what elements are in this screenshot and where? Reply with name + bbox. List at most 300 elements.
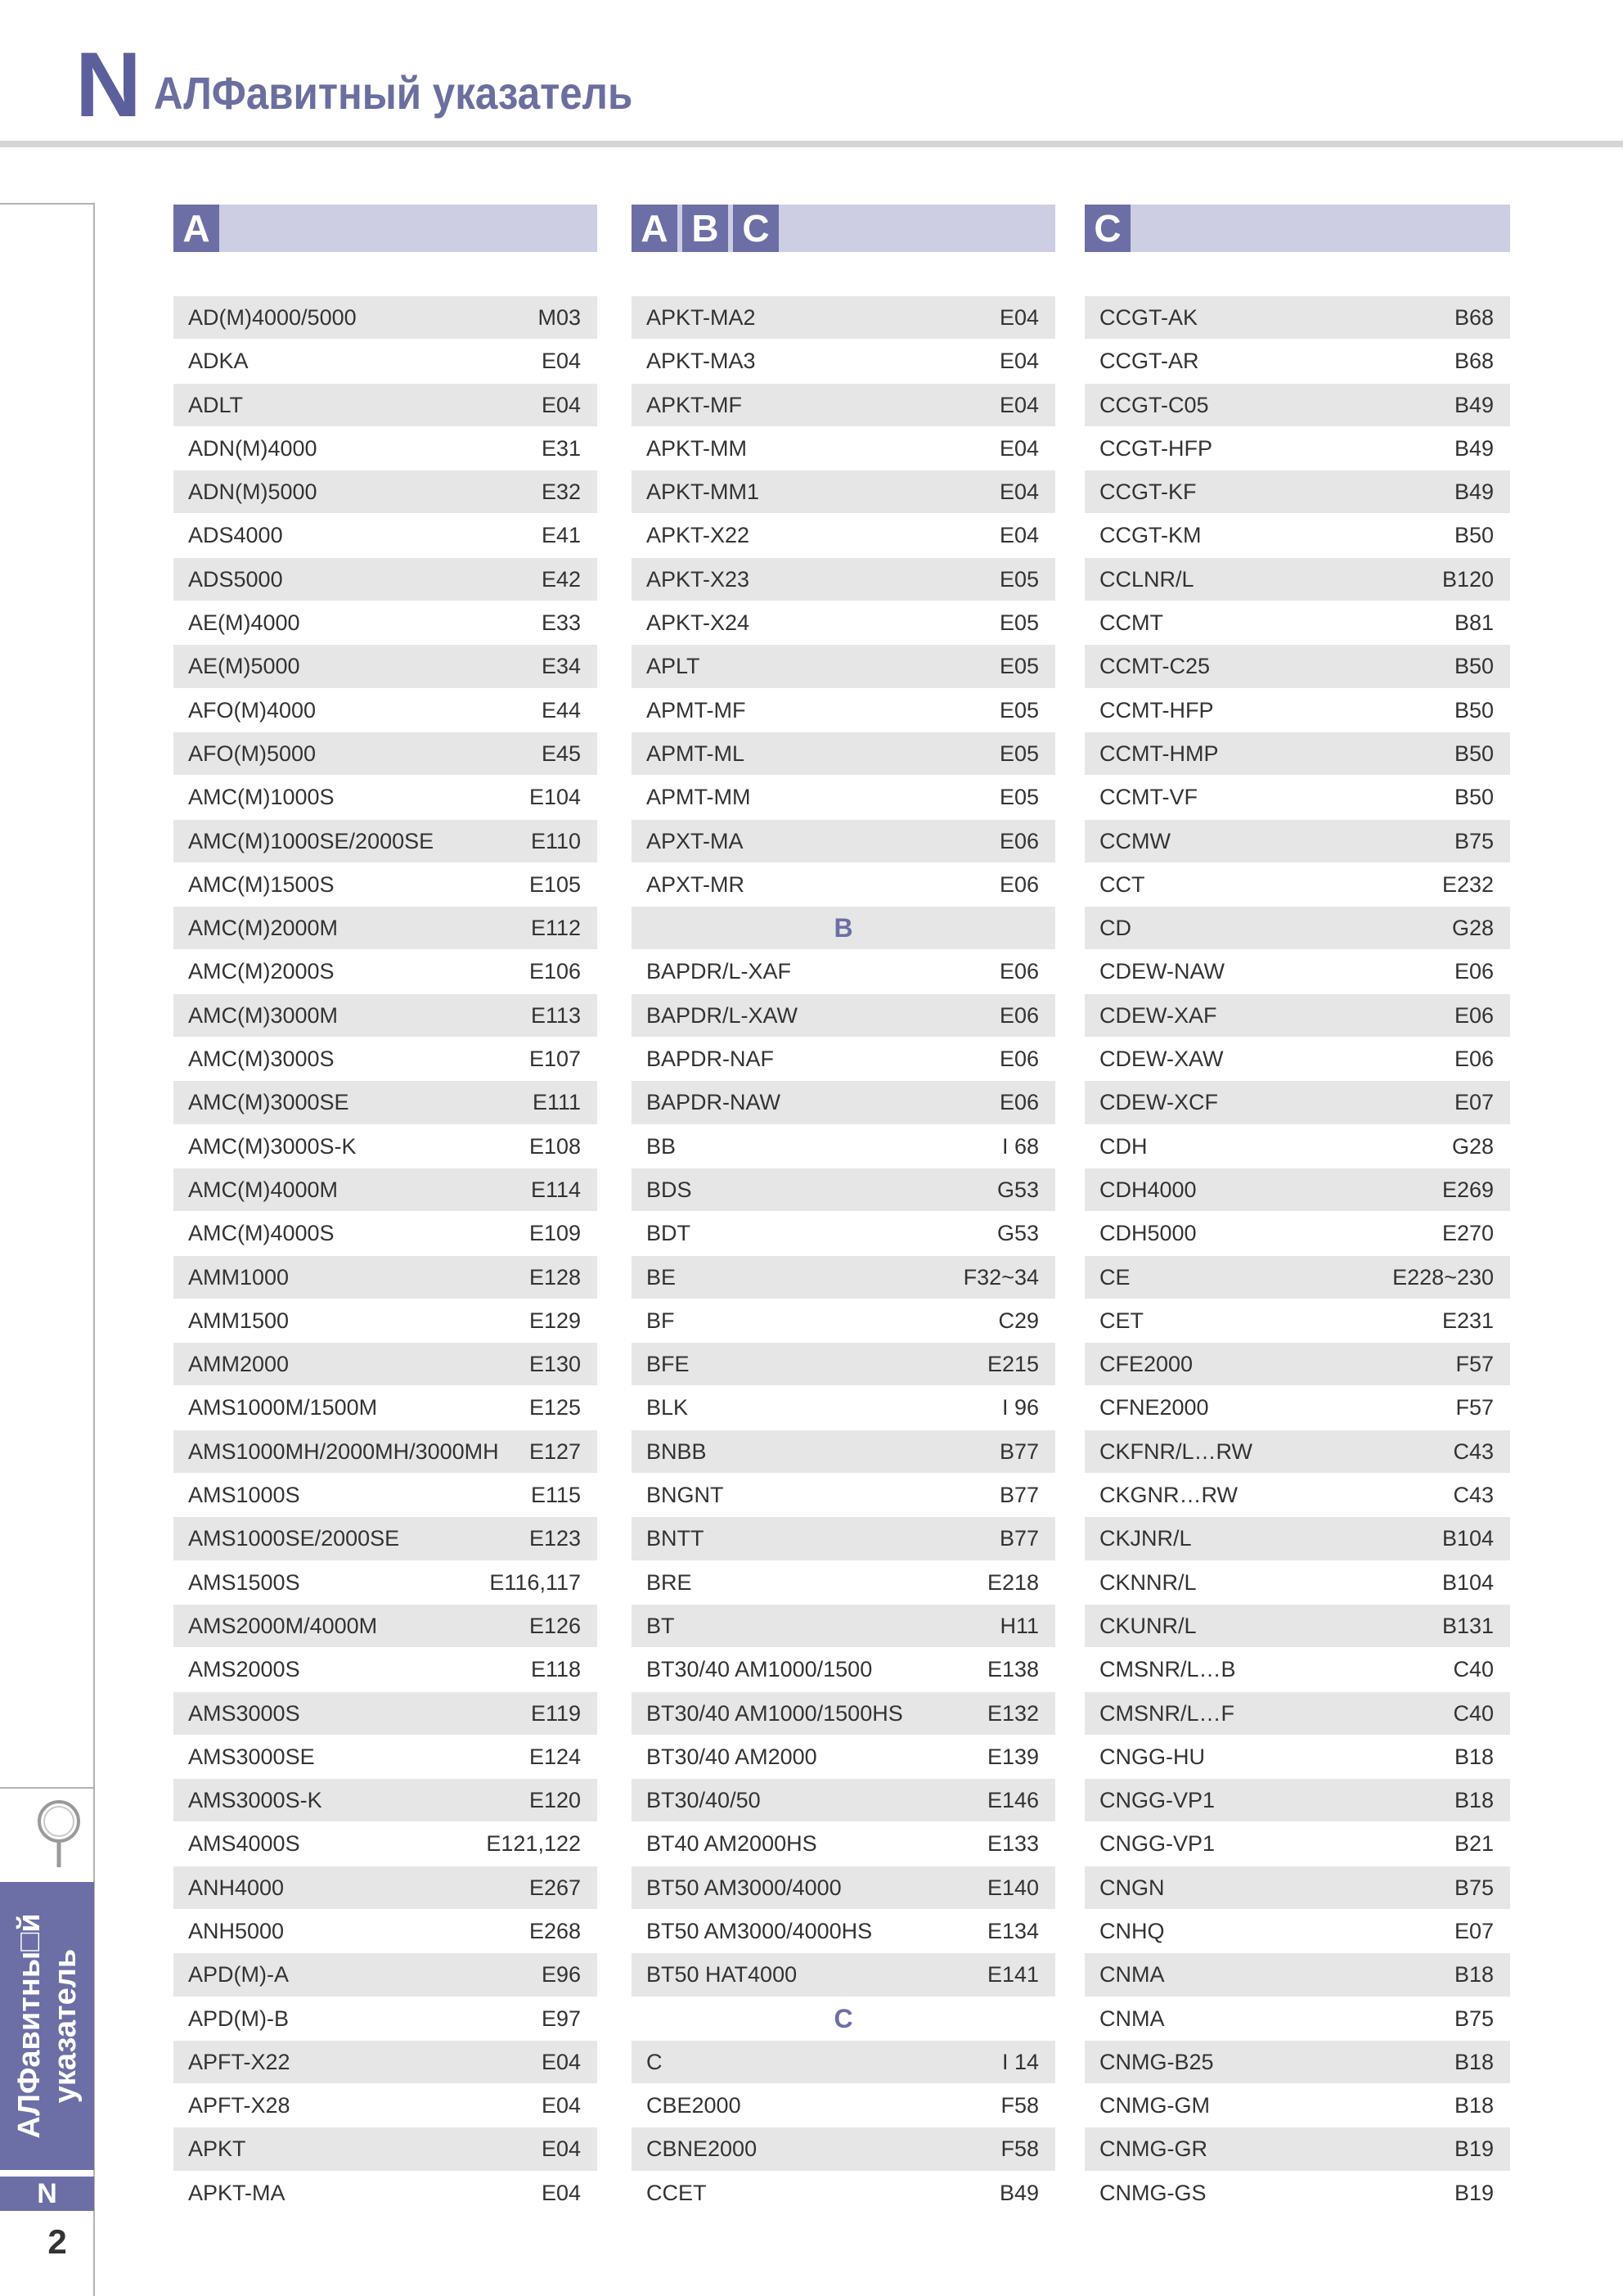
section-letter-box: B: [682, 205, 728, 252]
entry-page-code: E04: [541, 392, 581, 417]
entry-name: CCMT-VF: [1099, 785, 1198, 810]
entry-page-code: E125: [528, 1395, 581, 1420]
index-entry: [173, 1256, 597, 1299]
index-entry: [1085, 1256, 1510, 1299]
entry-page-code: E44: [541, 697, 581, 723]
index-entry: [632, 1256, 1055, 1299]
entry-page-code: B50: [1454, 654, 1494, 679]
index-entry: [1085, 1474, 1510, 1517]
index-entry: [632, 1605, 1055, 1648]
column-header: [1085, 205, 1510, 252]
entry-page-code: E228~230: [1392, 1264, 1494, 1290]
entry-page-code: G53: [996, 1221, 1039, 1246]
index-entry: [173, 384, 597, 427]
entry-page-code: E110: [530, 828, 581, 853]
entry-page-code: E107: [528, 1047, 581, 1072]
entry-page-code: B18: [1454, 1744, 1494, 1769]
entry-name: CDH: [1099, 1133, 1148, 1159]
entry-page-code: E07: [1454, 1918, 1494, 1943]
index-rows: [632, 296, 1055, 2215]
column-header: [173, 205, 597, 252]
entry-page-code: E05: [999, 610, 1039, 636]
section-letter-box: C: [733, 205, 779, 252]
section-letter-box: A: [173, 205, 219, 252]
entry-name: AMC(M)4000S: [188, 1221, 335, 1246]
entry-page-code: E05: [999, 566, 1039, 592]
entry-name: CDH4000: [1099, 1177, 1197, 1202]
entry-page-code: E06: [999, 1047, 1039, 1072]
entry-name: AMM1500: [188, 1308, 290, 1333]
entry-page-code: E07: [1454, 1090, 1494, 1115]
entry-page-code: B77: [999, 1526, 1039, 1551]
entry-page-code: E129: [528, 1308, 581, 1333]
entry-name: BNGNT: [646, 1483, 724, 1508]
entry-name: CCMT-HFP: [1099, 697, 1214, 723]
index-entry: [632, 1953, 1055, 1997]
entry-name: CCMT-C25: [1099, 654, 1211, 679]
index-entry: [1085, 1038, 1510, 1081]
entry-page-code: B131: [1441, 1613, 1494, 1638]
entry-name: CCET: [646, 2180, 707, 2205]
entry-page-code: E96: [541, 1962, 581, 1988]
entry-name: BDT: [646, 1221, 690, 1246]
index-entry: [1085, 1997, 1510, 2041]
entry-page-code: I 96: [1001, 1395, 1039, 1420]
entry-name: AE(M)4000: [188, 610, 300, 636]
entry-name: AMS2000S: [188, 1657, 300, 1682]
entry-name: APKT-X23: [646, 566, 750, 592]
index-entry: [632, 514, 1055, 557]
entry-page-code: E04: [999, 435, 1039, 461]
entry-name: CDEW-XAW: [1099, 1047, 1224, 1072]
entry-name: AMC(M)2000M: [188, 916, 339, 941]
entry-page-code: E33: [541, 610, 581, 636]
entry-page-code: F32~34: [963, 1264, 1039, 1290]
entry-page-code: B75: [1454, 828, 1494, 853]
index-entry: [1085, 907, 1510, 950]
entry-name: APFT-X28: [188, 2093, 290, 2118]
entry-name: APD(M)-B: [188, 2006, 289, 2031]
column-header: [632, 205, 1055, 252]
index-entry: [1085, 296, 1510, 340]
index-entry: [632, 558, 1055, 601]
index-entry: [173, 2041, 597, 2084]
index-entry: [173, 1038, 597, 1081]
entry-page-code: E111: [532, 1090, 581, 1115]
entry-page-code: E04: [541, 2049, 581, 2074]
entry-page-code: E132: [987, 1700, 1039, 1726]
index-entry: [173, 340, 597, 383]
entry-name: CNGG-HU: [1099, 1744, 1205, 1769]
entry-page-code: E232: [1441, 871, 1494, 897]
entry-name: BRE: [646, 1569, 692, 1595]
index-entry: [632, 2127, 1055, 2171]
index-entry: [632, 1430, 1055, 1474]
entry-page-code: B104: [1441, 1569, 1494, 1595]
index-column-3: [1085, 205, 1510, 2205]
index-entry: [1085, 732, 1510, 776]
index-entry: [1085, 645, 1510, 688]
index-entry: [173, 558, 597, 601]
page-title: АЛФавитный указатель: [154, 67, 633, 119]
index-entry: [1085, 863, 1510, 907]
entry-name: APKT-X22: [646, 523, 750, 548]
entry-name: CNMA: [1099, 1962, 1165, 1988]
entry-name: AMC(M)3000SE: [188, 1090, 349, 1115]
entry-page-code: E112: [530, 916, 581, 941]
index-entry: [1085, 2084, 1510, 2127]
entry-page-code: E267: [528, 1875, 581, 1900]
index-entry: [1085, 1910, 1510, 1953]
entry-page-code: E04: [999, 305, 1039, 330]
entry-name: BT50 AM3000/4000HS: [646, 1918, 873, 1943]
section-letter-box: C: [1085, 205, 1131, 252]
index-entry: [632, 2172, 1055, 2215]
index-entry: [1085, 2041, 1510, 2084]
index-entry: [1085, 340, 1510, 383]
index-rows: [173, 296, 597, 2215]
entry-page-code: E06: [999, 959, 1039, 984]
entry-page-code: B81: [1454, 610, 1494, 636]
entry-page-code: E269: [1441, 1177, 1494, 1202]
entry-page-code: I 68: [1001, 1133, 1039, 1159]
index-entry: [173, 2172, 597, 2215]
entry-name: CD: [1099, 916, 1131, 941]
entry-page-code: B19: [1454, 2180, 1494, 2205]
entry-page-code: E113: [530, 1002, 581, 1028]
entry-name: CCGT-AR: [1099, 349, 1199, 374]
entry-page-code: F57: [1455, 1352, 1494, 1377]
index-entry: [173, 1736, 597, 1779]
entry-page-code: E140: [987, 1875, 1039, 1900]
entry-page-code: B75: [1454, 2006, 1494, 2031]
index-entry: [632, 1299, 1055, 1343]
entry-name: CKFNR/L…RW: [1099, 1438, 1253, 1464]
entry-page-code: E127: [528, 1438, 581, 1464]
entry-name: CCGT-AK: [1099, 305, 1198, 330]
index-entry: [173, 1386, 597, 1429]
index-entry: [632, 863, 1055, 907]
index-entry: [1085, 427, 1510, 470]
index-entry: [632, 470, 1055, 514]
entry-page-code: E123: [528, 1526, 581, 1551]
entry-page-code: E04: [999, 349, 1039, 374]
entry-name: BT30/40 AM1000/1500HS: [646, 1700, 903, 1726]
index-entry: [1085, 1953, 1510, 1997]
index-entry: [173, 820, 597, 863]
entry-name: CDH5000: [1099, 1221, 1197, 1246]
entry-name: CNMG-GM: [1099, 2093, 1210, 2118]
index-entry: [1085, 514, 1510, 557]
index-entry: [173, 1779, 597, 1822]
header-letter: N: [75, 34, 140, 136]
entry-name: AMC(M)3000S-K: [188, 1133, 357, 1159]
entry-page-code: E05: [999, 741, 1039, 766]
entry-name: AMS1000S: [188, 1483, 300, 1508]
entry-page-code: E115: [530, 1483, 581, 1508]
entry-page-code: B50: [1454, 741, 1494, 766]
index-entry: [1085, 1125, 1510, 1168]
entry-page-code: C40: [1453, 1657, 1494, 1682]
entry-name: APMT-MF: [646, 697, 746, 723]
entry-name: BF: [646, 1308, 675, 1333]
index-entry: [173, 296, 597, 340]
entry-name: AMS3000S: [188, 1700, 300, 1726]
entry-page-code: B77: [999, 1483, 1039, 1508]
entry-name: AMS4000S: [188, 1831, 300, 1857]
index-entry: [173, 1517, 597, 1560]
side-border-lower: [0, 1787, 94, 1789]
index-entry: [173, 732, 597, 776]
index-entry: [173, 1168, 597, 1212]
entry-name: AMC(M)3000S: [188, 1047, 335, 1072]
index-entry: [632, 1822, 1055, 1866]
index-entry: [173, 1125, 597, 1168]
entry-page-code: B50: [1454, 785, 1494, 810]
entry-page-code: E133: [987, 1831, 1039, 1857]
entry-page-code: E124: [528, 1744, 581, 1769]
side-section-tab: [0, 1882, 94, 2170]
entry-page-code: B50: [1454, 523, 1494, 548]
entry-name: CET: [1099, 1308, 1144, 1333]
index-entry: [1085, 1648, 1510, 1691]
entry-name: CFNE2000: [1099, 1395, 1209, 1420]
entry-name: ANH5000: [188, 1918, 285, 1943]
entry-name: APKT-X24: [646, 610, 750, 636]
entry-page-code: E130: [528, 1352, 581, 1377]
index-entry: [632, 1386, 1055, 1429]
index-entry: [1085, 1212, 1510, 1255]
entry-name: APXT-MA: [646, 828, 744, 853]
entry-name: CDEW-XCF: [1099, 1090, 1218, 1115]
entry-name: CBE2000: [646, 2093, 741, 2118]
index-entry: [632, 1168, 1055, 1212]
index-entry: [632, 2084, 1055, 2127]
index-entry: [173, 601, 597, 645]
entry-name: BAPDR-NAW: [646, 1090, 781, 1115]
index-section-heading: [632, 1997, 1055, 2041]
index-entry: [632, 427, 1055, 470]
index-entry: [1085, 1386, 1510, 1429]
entry-name: APKT-MA2: [646, 305, 756, 330]
index-entry: [632, 1038, 1055, 1081]
entry-name: CMSNR/L…B: [1099, 1657, 1236, 1682]
entry-page-code: E128: [528, 1264, 581, 1290]
entry-name: ANH4000: [188, 1875, 285, 1900]
entry-page-code: B49: [1454, 435, 1494, 461]
entry-name: BT50 AM3000/4000: [646, 1875, 842, 1900]
entry-page-code: B18: [1454, 1788, 1494, 1813]
index-entry: [173, 645, 597, 688]
index-entry: [173, 950, 597, 993]
entry-page-code: E34: [541, 654, 581, 679]
entry-name: APKT-MM: [646, 435, 748, 461]
entry-page-code: E141: [987, 1962, 1039, 1988]
entry-page-code: E04: [541, 2180, 581, 2205]
entry-page-code: C43: [1453, 1483, 1494, 1508]
entry-page-code: B77: [999, 1438, 1039, 1464]
entry-name: AMM2000: [188, 1352, 290, 1377]
entry-name: BB: [646, 1133, 677, 1159]
entry-page-code: E06: [999, 871, 1039, 897]
index-entry: [632, 732, 1055, 776]
entry-page-code: E32: [541, 479, 581, 505]
entry-name: AMC(M)1000S: [188, 785, 335, 810]
entry-name: ADS4000: [188, 523, 283, 548]
index-entry: [173, 2127, 597, 2171]
index-entry: [632, 296, 1055, 340]
entry-name: AMC(M)1000SE/2000SE: [188, 828, 434, 853]
entry-name: AE(M)5000: [188, 654, 300, 679]
side-tab-label-line1: АЛФавитны□й: [12, 1913, 47, 2139]
index-entry: [632, 950, 1055, 993]
index-entry: [1085, 558, 1510, 601]
entry-page-code: E41: [541, 523, 581, 548]
entry-name: ADN(M)5000: [188, 479, 317, 505]
entry-page-code: B19: [1454, 2136, 1494, 2162]
entry-name: APMT-MM: [646, 785, 751, 810]
entry-name: APMT-ML: [646, 741, 745, 766]
index-entry: [1085, 1692, 1510, 1736]
index-entry: [1085, 950, 1510, 993]
entry-name: BE: [646, 1264, 677, 1290]
entry-page-code: M03: [537, 305, 581, 330]
index-column-1: [173, 205, 597, 2205]
index-entry: [1085, 994, 1510, 1038]
side-tab-letter: N: [0, 2177, 94, 2211]
entry-name: CBNE2000: [646, 2136, 758, 2162]
entry-name: AFO(M)4000: [188, 697, 317, 723]
index-entry: [1085, 1736, 1510, 1779]
index-entry: [1085, 470, 1510, 514]
entry-page-code: B49: [1454, 392, 1494, 417]
index-entry: [632, 1910, 1055, 1953]
entry-page-code: E146: [987, 1788, 1039, 1813]
entry-page-code: G28: [1451, 916, 1494, 941]
section-letter: B: [834, 913, 853, 943]
index-entry: [1085, 1299, 1510, 1343]
index-entry: [173, 1474, 597, 1517]
entry-name: APKT: [188, 2136, 246, 2162]
index-entry: [173, 1648, 597, 1691]
entry-page-code: E218: [987, 1569, 1039, 1595]
index-entry: [173, 907, 597, 950]
entry-page-code: E268: [528, 1918, 581, 1943]
index-entry: [173, 1081, 597, 1124]
entry-page-code: E42: [541, 566, 581, 592]
entry-page-code: E04: [541, 2093, 581, 2118]
entry-name: AD(M)4000/5000: [188, 305, 357, 330]
entry-page-code: H11: [1000, 1613, 1039, 1638]
index-entry: [173, 427, 597, 470]
index-entry: [1085, 1081, 1510, 1124]
entry-name: AMM1000: [188, 1264, 290, 1290]
index-entry: [173, 1430, 597, 1474]
entry-name: BT50 HAT4000: [646, 1962, 798, 1988]
entry-name: CNMG-B25: [1099, 2049, 1214, 2074]
entry-name: CMSNR/L…F: [1099, 1700, 1235, 1726]
index-entry: [632, 994, 1055, 1038]
entry-name: CCGT-C05: [1099, 392, 1209, 417]
index-entry: [173, 1953, 597, 1997]
index-entry: [173, 470, 597, 514]
entry-page-code: B18: [1454, 1962, 1494, 1988]
entry-page-code: E231: [1441, 1308, 1494, 1333]
entry-page-code: E06: [999, 1090, 1039, 1115]
entry-name: CNHQ: [1099, 1918, 1165, 1943]
entry-name: CCGT-KM: [1099, 523, 1202, 548]
index-entry: [632, 820, 1055, 863]
entry-name: AMC(M)3000M: [188, 1002, 339, 1028]
entry-page-code: C43: [1453, 1438, 1494, 1464]
index-entry: [632, 689, 1055, 732]
index-entry: [173, 514, 597, 557]
index-entry: [632, 1866, 1055, 1910]
entry-page-code: C40: [1453, 1700, 1494, 1726]
entry-name: APLT: [646, 654, 700, 679]
entry-page-code: E97: [541, 2006, 581, 2031]
index-entry: [1085, 689, 1510, 732]
index-entry: [632, 340, 1055, 383]
index-entry: [1085, 384, 1510, 427]
entry-name: CDEW-XAF: [1099, 1002, 1217, 1028]
entry-page-code: E05: [999, 654, 1039, 679]
entry-name: CCMT: [1099, 610, 1163, 636]
entry-name: APKT-MA: [188, 2180, 285, 2205]
entry-name: CFE2000: [1099, 1352, 1194, 1377]
entry-name: APXT-MR: [646, 871, 745, 897]
entry-name: APD(M)-A: [188, 1962, 289, 1988]
index-entry: [173, 1561, 597, 1605]
index-entry: [632, 1648, 1055, 1691]
side-border-top: [0, 203, 94, 205]
entry-name: BLK: [646, 1395, 689, 1420]
index-entry: [1085, 1866, 1510, 1910]
entry-name: CNMG-GR: [1099, 2136, 1207, 2162]
entry-page-code: E05: [999, 785, 1039, 810]
side-border: [93, 203, 95, 1787]
entry-name: AFO(M)5000: [188, 741, 317, 766]
entry-page-code: B21: [1454, 1831, 1494, 1857]
entry-name: CCGT-KF: [1099, 479, 1197, 505]
entry-name: BNBB: [646, 1438, 707, 1464]
section-letter: C: [834, 2003, 853, 2033]
index-rows: [1085, 296, 1510, 2215]
entry-page-code: E45: [541, 741, 581, 766]
index-entry: [1085, 820, 1510, 863]
entry-name: AMS1000M/1500M: [188, 1395, 378, 1420]
header-divider: [0, 141, 1623, 147]
entry-page-code: E06: [1454, 959, 1494, 984]
index-entry: [632, 645, 1055, 688]
entry-page-code: B50: [1454, 697, 1494, 723]
index-entry: [1085, 1343, 1510, 1386]
entry-page-code: E05: [999, 697, 1039, 723]
entry-page-code: B49: [999, 2180, 1039, 2205]
entry-name: AMC(M)4000M: [188, 1177, 339, 1202]
entry-page-code: F58: [1000, 2093, 1039, 2118]
index-entry: [173, 776, 597, 819]
entry-page-code: B75: [1454, 1875, 1494, 1900]
entry-name: BDS: [646, 1177, 692, 1202]
entry-name: AMS3000S-K: [188, 1788, 322, 1813]
index-entry: [173, 1997, 597, 2041]
entry-name: AMS1000MH/2000MH/3000MH: [188, 1438, 499, 1464]
entry-page-code: C29: [998, 1308, 1039, 1333]
entry-page-code: B49: [1454, 479, 1494, 505]
entry-page-code: B18: [1454, 2049, 1494, 2074]
section-letter-box: A: [632, 205, 677, 252]
